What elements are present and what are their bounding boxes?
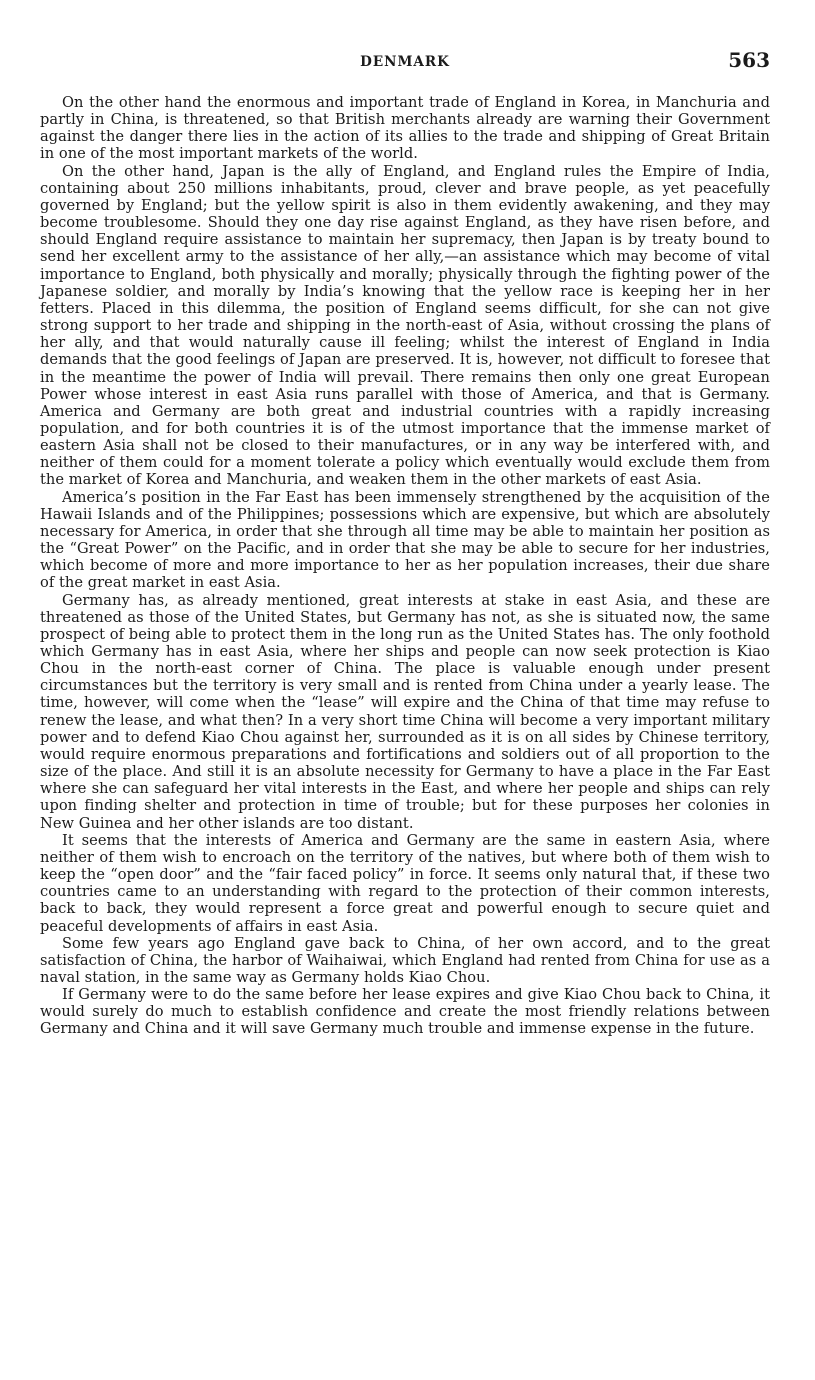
paragraph-kiao-chou-return: If Germany were to do the same before her lease expires and give Kiao Chou back to China, it would surely do much to establish confidence and create the most friendly relations between Germany and China and it will save Germany much trouble and immense expense in the future.	[40, 986, 770, 1038]
paragraph-germany-interests: Germany has, as already mentioned, great interests at stake in east Asia, and these are threatened as those of the United States, but Germany has not, as she is situated now, the same prospect of being able to protect them in the long run as the United States has. The only foothold which Germany has in east Asia, where her ships and people can now seek protection is Kiao Chou in the north-east corner of China. The place is valuable enough under present circumstances but the territory is very small and is rented from China under a yearly lease. The time, however, will come when the “lease” will expire and the China of that time may refuse to renew the lease, and what then? In a very short time China will become a very important military power and to defend Kiao Chou against her, surrounded as it is on all sides by Chinese territory, would require enormous preparations and fortifications and soldiers out of all proportion to the size of the place. And still it is an absolute necessity for Germany to have a place in the Far East where she can safeguard her vital interests in the East, and where her people and ships can rely upon finding shelter and protection in time of trouble; but for these purposes her colonies in New Guinea and her other islands are too distant.	[40, 591, 770, 832]
page-number: 563	[728, 48, 770, 72]
paragraph-common-interests: It seems that the interests of America and Germany are the same in eastern Asia, where neither of them wish to encroach on the territory of the natives, but where both of them wish to keep the “open door” and the “fair faced policy” in force. It seems only natural that, if these two countries came to an understanding with regard to the protection of their common interests, back to back, they would represent a force great and powerful enough to secure quiet and peaceful developments of affairs in east Asia.	[40, 831, 770, 935]
page-header	[40, 50, 770, 76]
body-text	[40, 94, 770, 1339]
paragraph-america-position: America’s position in the Far East has been immensely strengthened by the acquisition of the Hawaii Islands and of the Philippines; possessions which are expensive, but which are absolutely necessary for America, in order that she through all time may be able to maintain her position as the “Great Power” on the Pacific, and in order that she may be able to secure for her industries, which become of more and more importance to her as her population increases, their due share of the great market in east Asia.	[40, 488, 770, 592]
paragraph-japan-ally: On the other hand, Japan is the ally of England, and England rules the Empire of India, containing about 250 millions inhabitants, proud, clever and brave people, as yet peacefully governed by England; but the yellow spirit is also in them evidently awakening, and they may become troublesome. Should they one day rise against England, as they have risen before, and should England require assistance to maintain her supremacy, then Japan is by treaty bound to send her excellent army to the assistance of her ally,—an assistance which may become of vital importance to England, both physically and morally; physically through the fighting power of the Japanese soldier, and morally by India’s knowing that the yellow race is keeping her in her fetters. Placed in this dilemma, the position of England seems difficult, for she can not give strong support to her trade and shipping in the north-east of Asia, without crossing the plans of her ally, and that would naturally cause ill feeling; whilst the interest of England in India demands that the good feelings of Japan are preserved. It is, however, not difficult to foresee that in the meantime the power of India will prevail. There remains then only one great European Power whose interest in east Asia runs parallel with those of America, and that is Germany. America and Germany are both great and industrial countries with a rapidly increasing population, and for both countries it is of the utmost importance that the immense market of eastern Asia shall not be closed to their manufactures, or in any way be interfered with, and neither of them could for a moment tolerate a policy which eventually would exclude them from the market of Korea and Manchuria, and weaken them in the other markets of east Asia.	[40, 162, 770, 489]
paragraph-trade-threatened: On the other hand the enormous and important trade of England in Korea, in Manchuria and partly in China, is threatened, so that British merchants already are warning their Government against the danger there lies in the action of its allies to the trade and shipping of Great Britain in one of the most important markets of the world.	[40, 94, 770, 163]
running-head: DENMARK	[360, 54, 450, 70]
paragraph-waihaiwai: Some few years ago England gave back to China, of her own accord, and to the great satisfaction of China, the harbor of Waihaiwai, which England had rented from China for use as a naval station, in the same way as Germany holds Kiao Chou.	[40, 934, 770, 986]
